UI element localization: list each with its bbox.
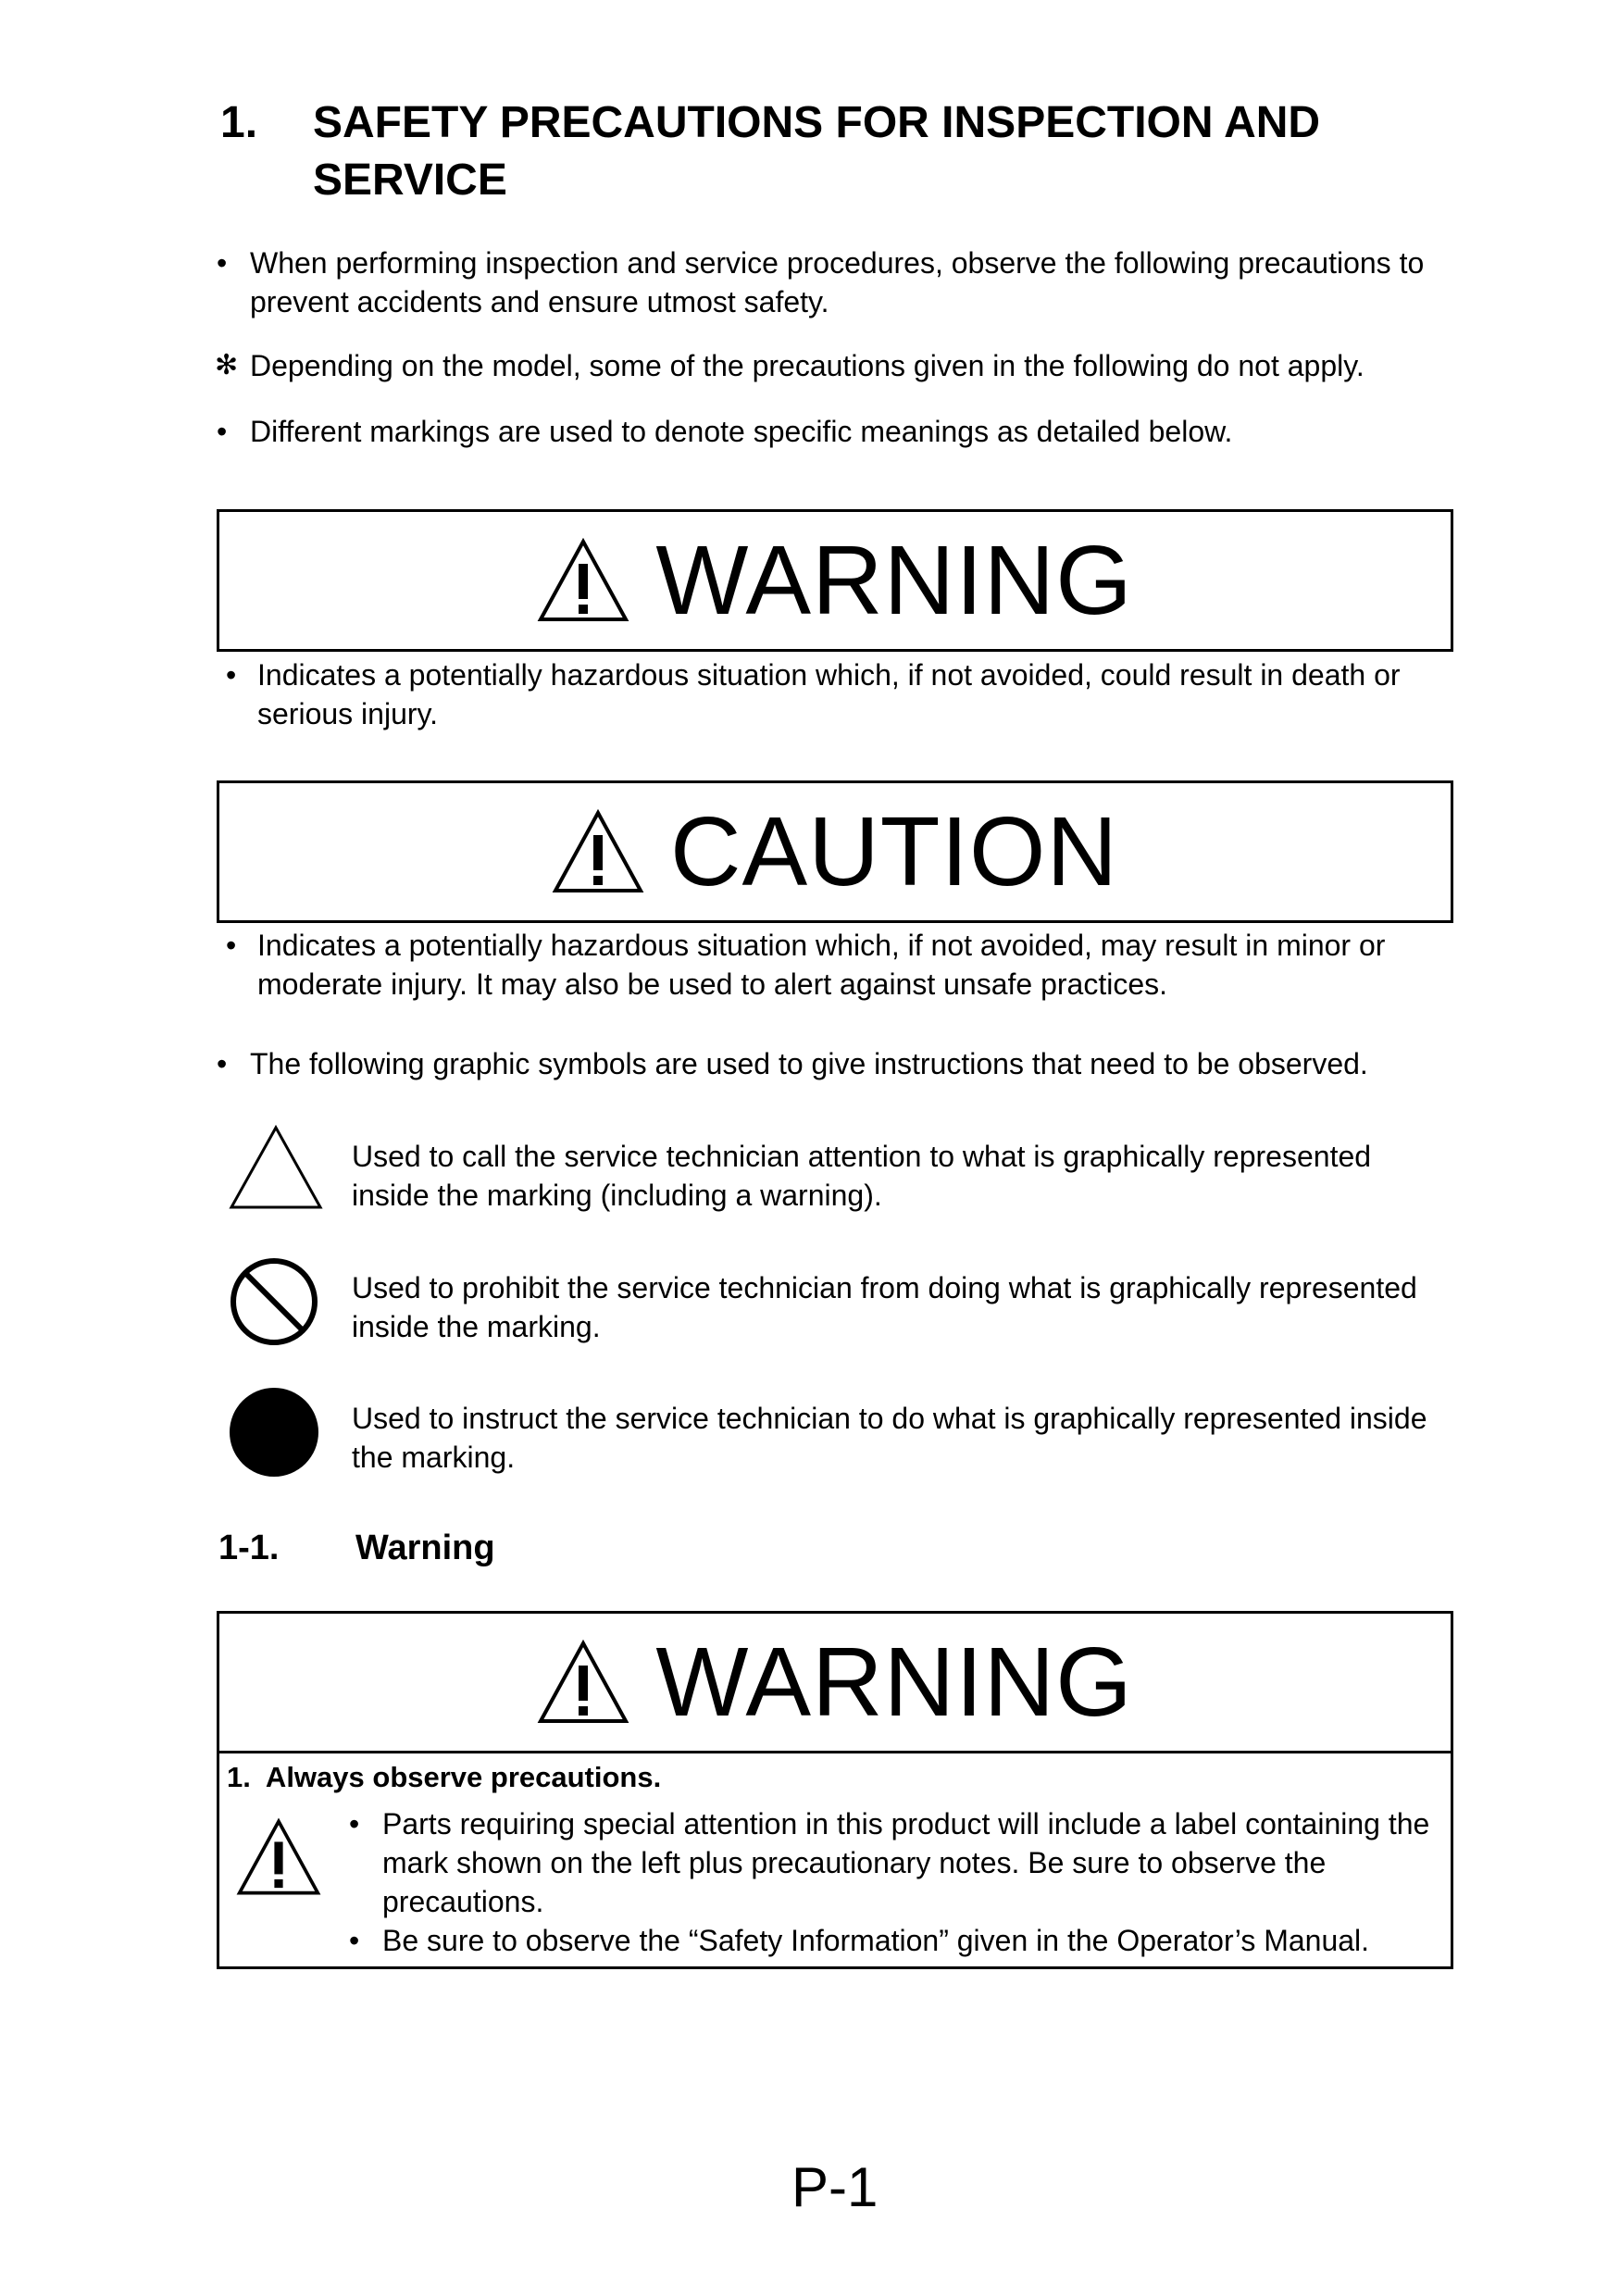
asterisk-note-mark: ✻ xyxy=(215,350,239,381)
intro-bullet-2: Different markings are used to denote specific meanings as detailed below. xyxy=(250,415,1233,448)
symbols-intro: The following graphic symbols are used to give instructions that need to be observed. xyxy=(250,1047,1368,1080)
mandatory-action-icon xyxy=(228,1386,320,1479)
bullet-marker: • xyxy=(226,658,237,692)
bullet-marker: • xyxy=(217,415,228,448)
warning-description: Indicates a potentially hazardous situation which, if not avoided, could result in death or serious injury. xyxy=(257,658,1401,730)
bullet-marker: • xyxy=(217,246,228,280)
intro-bullet-1: When performing inspection and service procedures, observe the following precautions to prevent accidents and ensure utmost safety. xyxy=(250,246,1425,318)
section-number: 1-1. xyxy=(218,1529,280,1567)
precaution-bullet-1: Parts requiring special attention in this product will include a label containing the mark shown on the left plus precautionary notes. Be sure to observe the precautions. xyxy=(382,1807,1430,1918)
intro-note: Depending on the model, some of the precautions given in the following do not apply. xyxy=(250,349,1365,382)
caution-label: CAUTION xyxy=(670,797,1118,906)
bullet-marker: • xyxy=(226,929,237,962)
warning-panel-header xyxy=(219,1614,1451,1753)
bullet-marker: • xyxy=(217,1047,228,1080)
caution-banner xyxy=(217,780,1453,923)
warning-label-mark-icon xyxy=(236,1817,321,1897)
prohibition-icon xyxy=(228,1255,320,1348)
bullet-marker: • xyxy=(349,1807,360,1841)
warning-triangle-icon xyxy=(537,1640,629,1725)
page-title: SAFETY PRECAUTIONS FOR INSPECTION AND SERVICE xyxy=(313,98,1321,205)
prohibit-symbol-text: Used to prohibit the service technician from doing what is graphically represented inside the marking. xyxy=(352,1271,1417,1343)
caution-description: Indicates a potentially hazardous situation which, if not avoided, may result in minor or moderate injury. It may also be used to alert against unsafe practices. xyxy=(257,929,1386,1001)
triangle-symbol-text: Used to call the service technician attention to what is graphically represented inside the marking (including a warning). xyxy=(352,1140,1372,1212)
warning-triangle-icon xyxy=(537,538,629,623)
warning-label: WARNING xyxy=(655,526,1133,635)
caution-triangle-icon xyxy=(552,809,644,894)
precaution-item-title: 1. Always observe precautions. xyxy=(227,1761,662,1793)
instruct-symbol-text: Used to instruct the service technician to do what is graphically represented inside the marking. xyxy=(352,1402,1427,1474)
section-title: Warning xyxy=(355,1529,495,1567)
warning-banner xyxy=(217,509,1453,652)
page-number: P-1 xyxy=(791,2156,879,2218)
caution-triangle-outline-icon xyxy=(228,1124,324,1211)
warning-panel xyxy=(217,1611,1453,1969)
bullet-marker: • xyxy=(349,1924,360,1957)
precaution-bullet-2: Be sure to observe the “Safety Information” given in the Operator’s Manual. xyxy=(382,1924,1370,1957)
heading-number: 1. xyxy=(220,98,258,147)
warning-panel-label: WARNING xyxy=(655,1628,1133,1737)
